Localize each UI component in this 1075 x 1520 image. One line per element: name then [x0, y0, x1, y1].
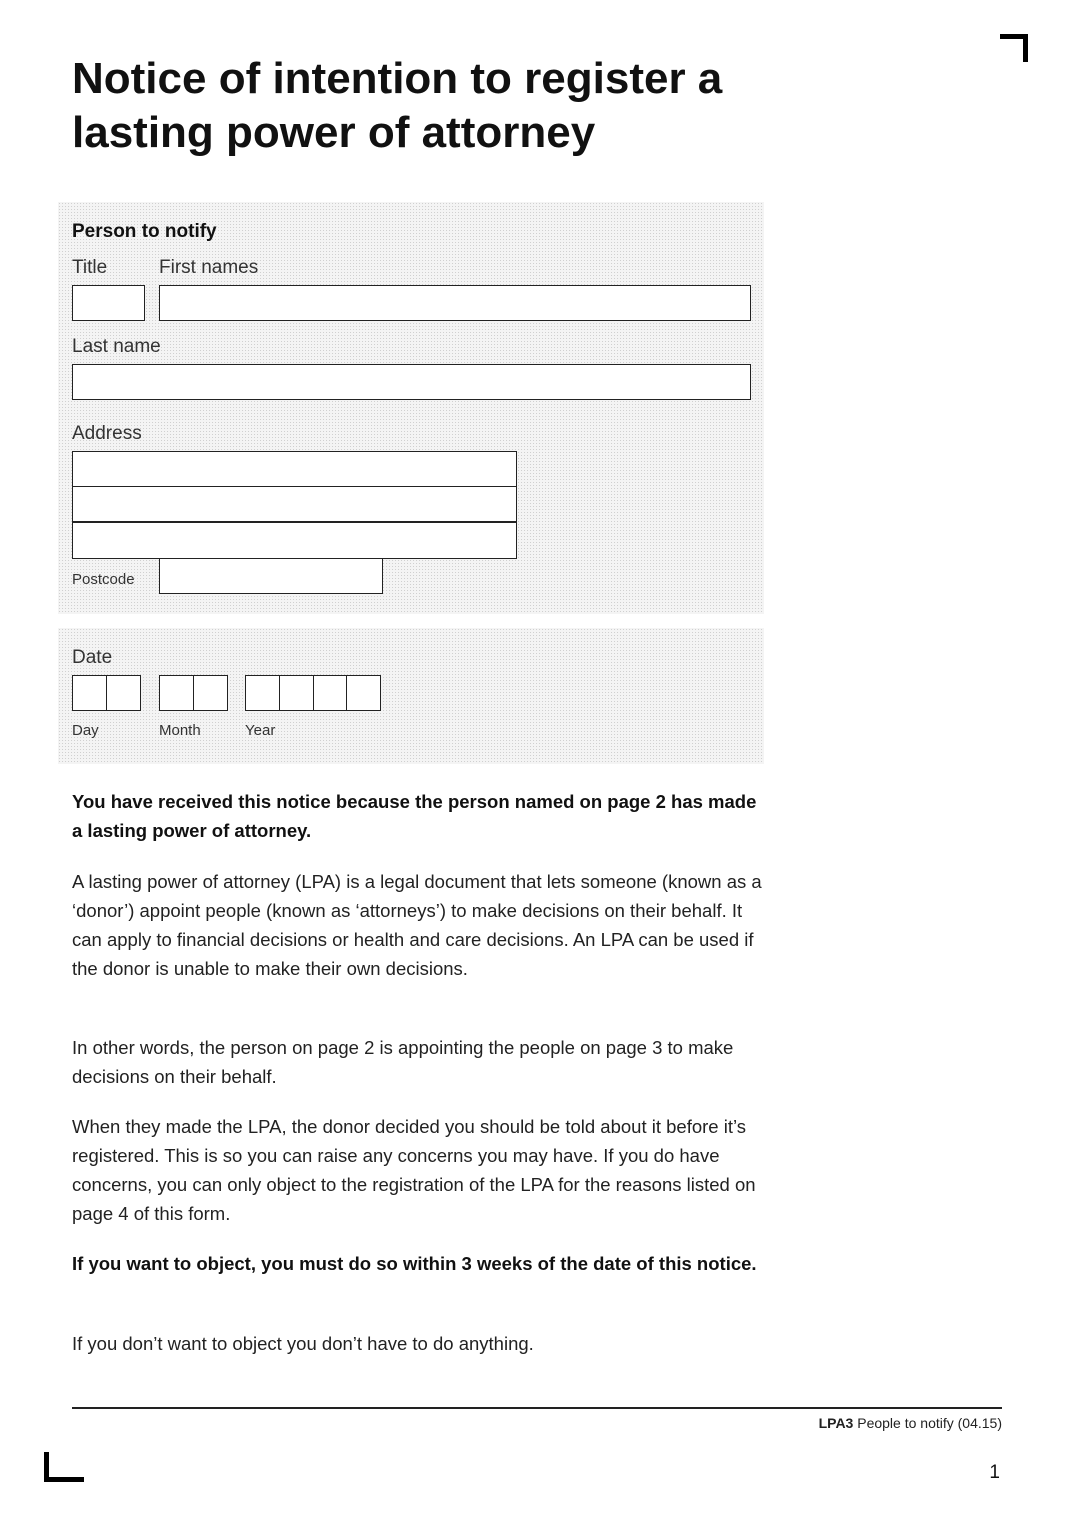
title-label: Title [72, 257, 108, 278]
title-field[interactable] [72, 285, 145, 321]
year-digit-1-box[interactable] [246, 676, 280, 710]
year-digit-2-box[interactable] [280, 676, 314, 710]
objection-deadline-warning: If you want to object, you must do so within 3 weeks of the date of this notice. [72, 1253, 757, 1274]
form-reference [819, 1415, 1002, 1431]
postcode-label: Postcode [72, 571, 135, 588]
year-digit-4-box[interactable] [347, 676, 380, 710]
month-field[interactable] [159, 675, 228, 711]
year-digit-3-box[interactable] [314, 676, 348, 710]
footer-divider [72, 1407, 1002, 1409]
person-to-notify-heading: Person to notify [72, 221, 217, 242]
appointment-paragraph: In other words, the person on page 2 is appointing the people on page 3 to make decisions on their behalf. [72, 1037, 734, 1087]
form-code: LPA3 [818, 1415, 854, 1431]
address-line-2-field[interactable] [72, 486, 517, 522]
year-label: Year [245, 722, 276, 739]
day-field[interactable] [72, 675, 141, 711]
last-name-label: Last name [72, 336, 161, 357]
day-digit-2-box[interactable] [107, 676, 140, 710]
corner-mark-top-right [1000, 34, 1028, 62]
first-names-label: First names [159, 257, 259, 278]
intro-statement: You have received this notice because the person named on page 2 has made a lasting power of attorney. [72, 791, 757, 841]
date-label: Date [72, 647, 113, 668]
address-line-1-field[interactable] [72, 451, 517, 487]
form-name: People to notify (04.15) [857, 1415, 1002, 1431]
day-digit-1-box[interactable] [73, 676, 107, 710]
page-title: Notice of intention to register a lasting power of attorney [72, 54, 723, 157]
postcode-field[interactable] [159, 558, 383, 594]
no-action-paragraph: If you don’t want to object you don’t have to do anything. [72, 1333, 534, 1354]
first-names-field[interactable] [159, 285, 751, 321]
month-digit-2-box[interactable] [194, 676, 227, 710]
month-label: Month [159, 722, 201, 739]
lpa-explanation-paragraph: A lasting power of attorney (LPA) is a legal document that lets someone (known as a ‘donor’) appoint people (known as ‘attorneys’) to make decisions on their behalf. It can apply to financial decisions or health and care decisions. An LPA can be used if the donor is unable to make their own decisions. [72, 871, 762, 979]
address-label: Address [72, 423, 142, 444]
concerns-paragraph: When they made the LPA, the donor decided you should be told about it before it’s registered. This is so you can raise any concerns you may have. If you do have concerns, you can only object to the registration of the LPA for the reasons listed on page 4 of this form. [72, 1116, 756, 1224]
person-to-notify-panel [58, 202, 764, 614]
date-panel [58, 628, 764, 764]
page-number: 1 [989, 1462, 1000, 1483]
address-line-3-field[interactable] [72, 522, 517, 559]
day-label: Day [72, 722, 99, 739]
year-field[interactable] [245, 675, 381, 711]
last-name-field[interactable] [72, 364, 751, 400]
month-digit-1-box[interactable] [160, 676, 194, 710]
corner-mark-bottom-left [44, 1452, 84, 1482]
